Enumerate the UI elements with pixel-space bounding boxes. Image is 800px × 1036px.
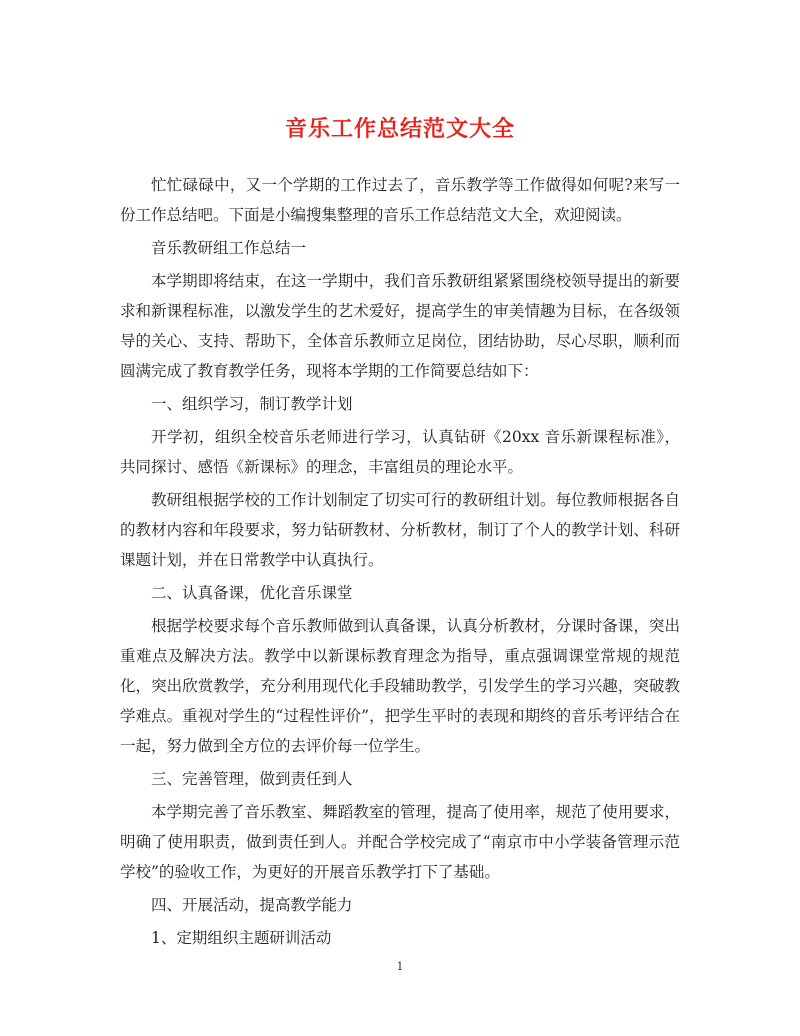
section-heading-3: 三、完善管理，做到责任到人 (151, 770, 353, 788)
page-title: 音乐工作总结范文大全 (284, 116, 515, 142)
body-paragraph: 本学期完善了音乐教室、舞蹈教室的管理，提高了使用率，规范了使用要求，明确了使用职责，做到责任到人。并配合学校完成了“南京市中小学装备管理示范学校”的验收工作，为更好的开展音乐教学打下了基础。 (120, 803, 680, 881)
section-heading-2: 二、认真备课，优化音乐课堂 (151, 584, 353, 602)
body-paragraph: 开学初，组织全校音乐老师进行学习，认真钻研《20xx 音乐新课程标准》，共同探讨、感悟《新课标》的理念，丰富组员的理论水平。 (120, 428, 680, 476)
subsection-heading: 1、定期组织主题研训活动 (151, 929, 332, 947)
section-heading-4: 四、开展活动，提高教学能力 (151, 896, 353, 914)
body-paragraph: 教研组根据学校的工作计划制定了切实可行的教研组计划。每位教师根据各自的教材内容和年段要求，努力钻研教材、分析教材，制订了个人的教学计划、科研课题计划，并在日常教学中认真执行。 (120, 491, 680, 569)
document-body (120, 170, 680, 956)
section-heading-1: 一、组织学习，制订教学计划 (151, 395, 353, 413)
intro-paragraph: 忙忙碌碌中，又一个学期的工作过去了，音乐教学等工作做得如何呢?来写一份工作总结吧。下面是小编搜集整理的音乐工作总结范文大全，欢迎阅读。 (120, 176, 680, 224)
body-paragraph: 根据学校要求每个音乐教师做到认真备课，认真分析教材，分课时备课，突出重难点及解决方法。教学中以新课标教育理念为指导，重点强调课堂常规的规范化，突出欣赏教学，充分利用现代化手段辅助教学，引发学生的学习兴趣，突破教学难点。重视对学生的“过程性评价”，把学生平时的表现和期终的音乐考评结合在一起，努力做到全方位的去评价每一位学生。 (120, 617, 680, 755)
body-paragraph: 本学期即将结束，在这一学期中，我们音乐教研组紧紧围绕校领导提出的新要求和新课程标准，以激发学生的艺术爱好，提高学生的审美情趣为目标，在各级领导的关心、支持、帮助下，全体音乐教师立足岗位，团结协助，尽心尽职，顺利而圆满完成了教育教学任务，现将本学期的工作简要总结如下： (120, 272, 680, 380)
page-number: 1 (396, 960, 404, 973)
section-title: 音乐教研组工作总结一 (151, 239, 307, 257)
